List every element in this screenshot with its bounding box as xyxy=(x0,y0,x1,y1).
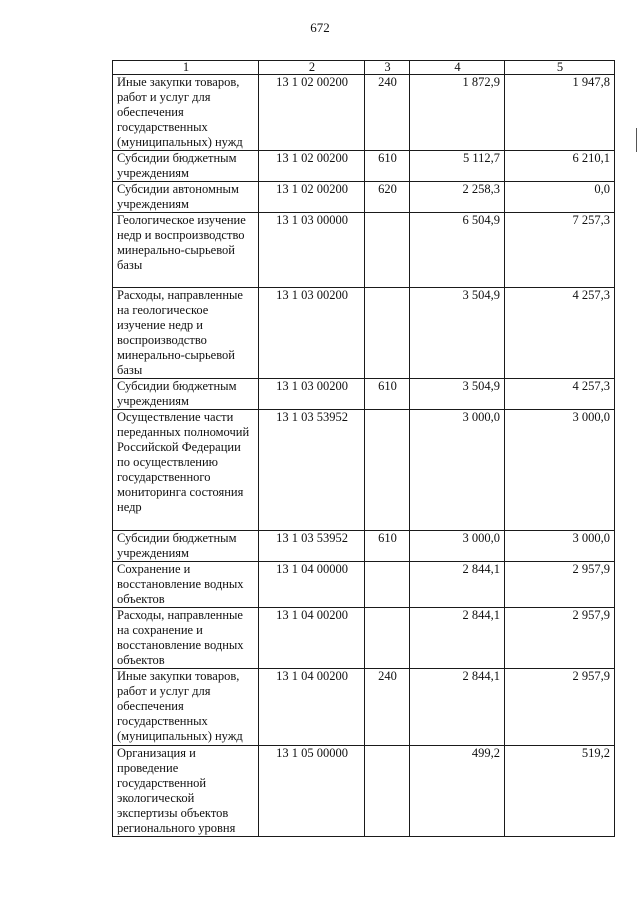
row-sum2-cell: 0,0 xyxy=(505,182,615,213)
row-code-cell: 13 1 02 00200 xyxy=(259,151,365,182)
table-row xyxy=(113,151,615,182)
row-sum1-cell: 5 112,7 xyxy=(410,151,505,182)
row-type-cell xyxy=(365,562,410,608)
table-row xyxy=(113,379,615,410)
row-type-cell xyxy=(365,608,410,669)
row-sum1-cell: 3 504,9 xyxy=(410,288,505,379)
row-name-cell: Субсидии бюджетным учреждениям xyxy=(113,531,259,562)
row-sum1-cell: 2 844,1 xyxy=(410,669,505,746)
row-type-cell xyxy=(365,410,410,531)
row-sum1-cell: 3 504,9 xyxy=(410,379,505,410)
column-header-3: 3 xyxy=(365,61,410,75)
row-name-cell: Организация и проведение государственной экологической экспертизы объектов регионального уровня xyxy=(113,746,259,837)
row-name-cell: Расходы, направленные на сохранение и восстановление водных объектов xyxy=(113,608,259,669)
row-code-cell: 13 1 02 00200 xyxy=(259,75,365,151)
row-sum2-cell: 4 257,3 xyxy=(505,288,615,379)
table-row xyxy=(113,531,615,562)
row-name-cell: Осуществление части переданных полномочий Российской Федерации по осуществлению государственного мониторинга состояния недр xyxy=(113,410,259,531)
row-sum2-cell: 2 957,9 xyxy=(505,669,615,746)
row-code-cell: 13 1 03 00200 xyxy=(259,379,365,410)
row-sum2-cell: 1 947,8 xyxy=(505,75,615,151)
row-sum2-cell: 4 257,3 xyxy=(505,379,615,410)
table-row xyxy=(113,608,615,669)
row-code-cell: 13 1 04 00000 xyxy=(259,562,365,608)
row-sum1-cell: 2 258,3 xyxy=(410,182,505,213)
table-row xyxy=(113,213,615,288)
row-code-cell: 13 1 03 53952 xyxy=(259,531,365,562)
row-type-cell: 620 xyxy=(365,182,410,213)
row-type-cell xyxy=(365,213,410,288)
row-name-cell: Субсидии автономным учреждениям xyxy=(113,182,259,213)
row-code-cell: 13 1 05 00000 xyxy=(259,746,365,837)
table-row xyxy=(113,746,615,837)
row-sum2-cell: 3 000,0 xyxy=(505,410,615,531)
table-row xyxy=(113,288,615,379)
row-name-cell: Иные закупки товаров, работ и услуг для обеспечения государственных (муниципальных) нужд xyxy=(113,669,259,746)
row-code-cell: 13 1 04 00200 xyxy=(259,669,365,746)
table-row xyxy=(113,75,615,151)
row-name-cell: Субсидии бюджетным учреждениям xyxy=(113,379,259,410)
row-name-cell: Сохранение и восстановление водных объектов xyxy=(113,562,259,608)
row-sum2-cell: 6 210,1 xyxy=(505,151,615,182)
row-type-cell: 240 xyxy=(365,75,410,151)
row-type-cell: 610 xyxy=(365,151,410,182)
row-code-cell: 13 1 03 00000 xyxy=(259,213,365,288)
column-header-4: 4 xyxy=(410,61,505,75)
row-type-cell xyxy=(365,746,410,837)
budget-table xyxy=(112,60,615,837)
row-sum2-cell: 519,2 xyxy=(505,746,615,837)
row-sum1-cell: 6 504,9 xyxy=(410,213,505,288)
row-type-cell xyxy=(365,288,410,379)
row-sum1-cell: 2 844,1 xyxy=(410,562,505,608)
row-name-cell: Геологическое изучение недр и воспроизводство минерально-сырьевой базы xyxy=(113,213,259,288)
row-sum1-cell: 3 000,0 xyxy=(410,531,505,562)
row-code-cell: 13 1 04 00200 xyxy=(259,608,365,669)
row-type-cell: 610 xyxy=(365,531,410,562)
table-row xyxy=(113,669,615,746)
table-row xyxy=(113,182,615,213)
row-code-cell: 13 1 02 00200 xyxy=(259,182,365,213)
row-sum2-cell: 7 257,3 xyxy=(505,213,615,288)
row-sum2-cell: 2 957,9 xyxy=(505,608,615,669)
row-name-cell: Расходы, направленные на геологическое изучение недр и воспроизводство минерально-сырьевой базы xyxy=(113,288,259,379)
row-code-cell: 13 1 03 53952 xyxy=(259,410,365,531)
table-row xyxy=(113,410,615,531)
row-sum1-cell: 1 872,9 xyxy=(410,75,505,151)
table-header-row xyxy=(113,61,615,75)
row-type-cell: 610 xyxy=(365,379,410,410)
row-code-cell: 13 1 03 00200 xyxy=(259,288,365,379)
row-sum1-cell: 3 000,0 xyxy=(410,410,505,531)
row-sum1-cell: 499,2 xyxy=(410,746,505,837)
row-sum2-cell: 2 957,9 xyxy=(505,562,615,608)
column-header-1: 1 xyxy=(113,61,259,75)
row-name-cell: Субсидии бюджетным учреждениям xyxy=(113,151,259,182)
page-number: 672 xyxy=(310,20,330,35)
row-name-cell: Иные закупки товаров, работ и услуг для обеспечения государственных (муниципальных) нужд xyxy=(113,75,259,151)
row-sum1-cell: 2 844,1 xyxy=(410,608,505,669)
row-type-cell: 240 xyxy=(365,669,410,746)
row-sum2-cell: 3 000,0 xyxy=(505,531,615,562)
table-row xyxy=(113,562,615,608)
column-header-2: 2 xyxy=(259,61,365,75)
scan-margin-mark xyxy=(636,128,637,152)
column-header-5: 5 xyxy=(505,61,615,75)
